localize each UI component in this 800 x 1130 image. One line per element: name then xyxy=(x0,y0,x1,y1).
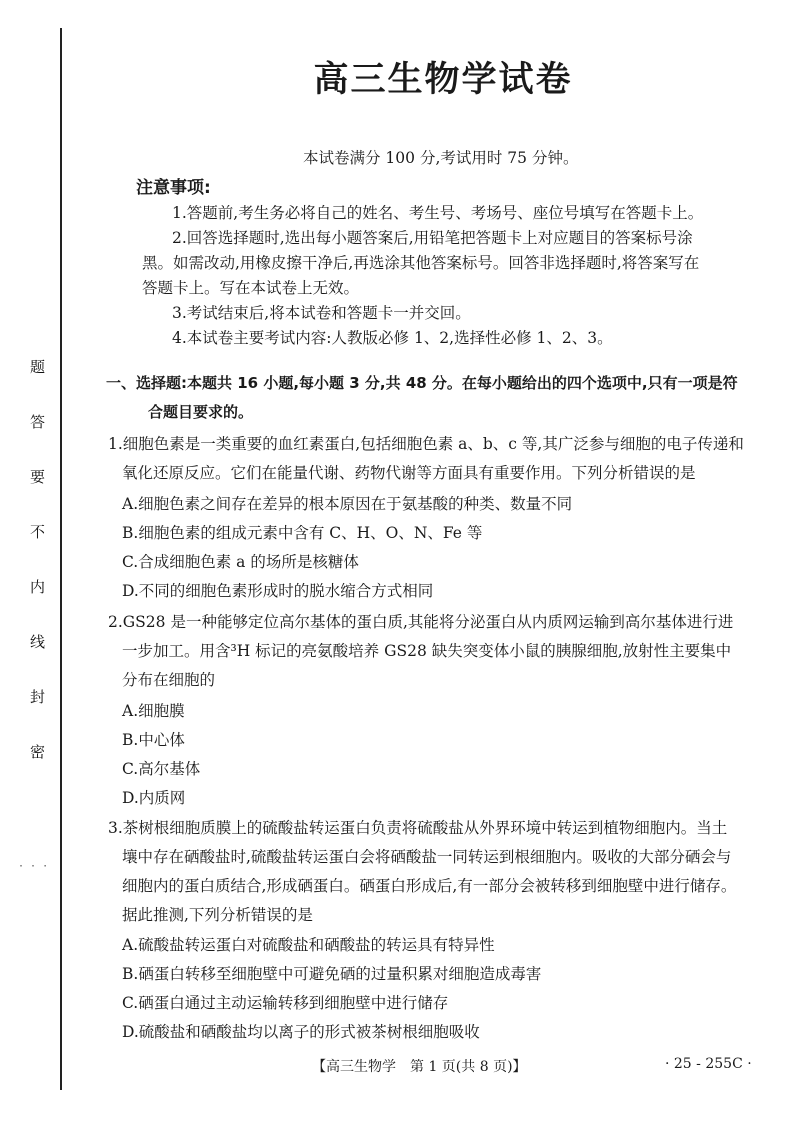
seal-char: 题 xyxy=(30,358,46,376)
option-c: C.硒蛋白通过主动运输转移到细胞壁中进行储存 xyxy=(122,994,449,1012)
option-a: A.细胞膜 xyxy=(122,702,185,720)
question-stem: 氧化还原反应。它们在能量代谢、药物代谢等方面具有重要作用。下列分析错误的是 xyxy=(122,464,696,482)
option-a: A.硫酸盐转运蛋白对硫酸盐和硒酸盐的转运具有特异性 xyxy=(122,936,495,954)
notes-line: 答题卡上。写在本试卷上无效。 xyxy=(142,279,360,297)
seal-char: 线 xyxy=(30,633,46,651)
notes-line: 黑。如需改动,用橡皮擦干净后,再选涂其他答案标号。回答非选择题时,将答案写在 xyxy=(142,254,700,272)
notes-line: 1.答题前,考生务必将自己的姓名、考生号、考场号、座位号填写在答题卡上。 xyxy=(172,204,704,222)
seal-char: 内 xyxy=(30,578,46,596)
question-stem: 据此推测,下列分析错误的是 xyxy=(122,906,313,924)
footer-page-info: 【高三生物学 第 1 页(共 8 页)】 xyxy=(312,1059,527,1075)
notes-line: 2.回答选择题时,选出每小题答案后,用铅笔把答题卡上对应题目的答案标号涂 xyxy=(172,229,693,247)
option-a: A.细胞色素之间存在差异的根本原因在于氨基酸的种类、数量不同 xyxy=(122,495,573,513)
binding-line xyxy=(60,28,62,1090)
seal-char: 答 xyxy=(30,413,46,431)
option-c: C.高尔基体 xyxy=(122,760,201,778)
seal-char: 不 xyxy=(30,523,46,541)
question-stem: 一步加工。用含³H 标记的亮氨酸培养 GS28 缺失突变体小鼠的胰腺细胞,放射性主要集中 xyxy=(122,642,732,660)
seal-char: 封 xyxy=(30,688,46,706)
option-b: B.硒蛋白转移至细胞壁中可避免硒的过量积累对细胞造成毒害 xyxy=(122,965,542,983)
exam-title: 高三生物学试卷 xyxy=(313,60,573,100)
question-stem: 3.茶树根细胞质膜上的硫酸盐转运蛋白负责将硫酸盐从外界环境中转运到植物细胞内。当土 xyxy=(108,819,728,837)
seal-line-text xyxy=(30,360,45,800)
question-stem: 1.细胞色素是一类重要的血红素蛋白,包括细胞色素 a、b、c 等,其广泛参与细胞的电子传递和 xyxy=(108,435,744,453)
notes-line: 3.考试结束后,将本试卷和答题卡一并交回。 xyxy=(172,304,471,322)
option-b: B.细胞色素的组成元素中含有 C、H、O、N、Fe 等 xyxy=(122,524,483,542)
notes-heading: 注意事项: xyxy=(136,178,211,198)
question-stem: 分布在细胞的 xyxy=(122,671,216,689)
option-d: D.硫酸盐和硒酸盐均以离子的形式被茶树根细胞吸收 xyxy=(122,1023,480,1041)
seal-char: 密 xyxy=(30,743,46,761)
option-d: D.不同的细胞色素形成时的脱水缩合方式相同 xyxy=(122,582,434,600)
question-stem: 2.GS28 是一种能够定位高尔基体的蛋白质,其能将分泌蛋白从内质网运输到高尔基体进行进 xyxy=(108,613,734,631)
question-stem: 壤中存在硒酸盐时,硫酸盐转运蛋白会将硒酸盐一同转运到根细胞内。吸收的大部分硒会与 xyxy=(122,848,732,866)
section-heading: 合题目要求的。 xyxy=(148,403,254,421)
option-c: C.合成细胞色素 a 的场所是核糖体 xyxy=(122,553,359,571)
margin-dots: · · · xyxy=(18,861,49,872)
footer-code: · 25 - 255C · xyxy=(665,1056,752,1072)
notes-line: 4.本试卷主要考试内容:人教版必修 1、2,选择性必修 1、2、3。 xyxy=(172,329,613,347)
section-heading: 一、选择题:本题共 16 小题,每小题 3 分,共 48 分。在每小题给出的四个选项中,只有一项是符 xyxy=(106,374,738,392)
question-stem: 细胞内的蛋白质结合,形成硒蛋白。硒蛋白形成后,有一部分会被转移到细胞壁中进行储存。 xyxy=(122,877,737,895)
option-d: D.内质网 xyxy=(122,789,186,807)
option-b: B.中心体 xyxy=(122,731,185,749)
seal-char: 要 xyxy=(30,468,46,486)
exam-subtitle: 本试卷满分 100 分,考试用时 75 分钟。 xyxy=(303,149,579,167)
